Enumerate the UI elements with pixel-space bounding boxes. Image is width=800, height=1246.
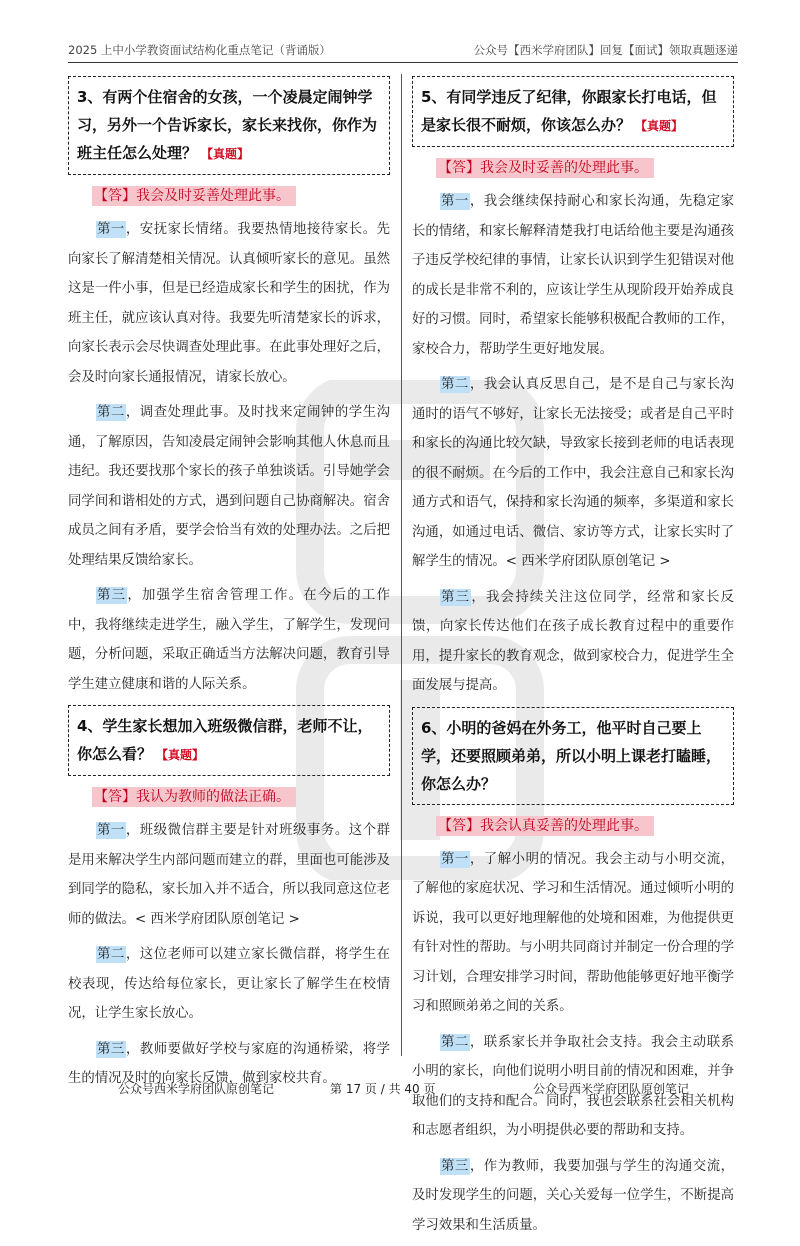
answer-6-line [436,815,734,837]
answer-3-line [92,185,390,207]
q5-p1-lead: 第一 [441,194,469,209]
question-4-box [68,705,390,776]
q5-paragraph-3 [412,583,734,701]
q4-p2-text: ，这位老师可以建立家长微信群，将学生在校表现，传达给每位家长，更让家长了解学生在校情况，让学生家长放心。 [68,947,391,1021]
q6-paragraph-3 [412,1152,734,1241]
q5-p3-lead: 第三 [441,589,471,605]
q3-paragraph-2 [68,398,390,575]
q5-p2-text: ，我会认真反思自己，是不是自己与家长沟通时的语气不够好，让家长无法接受；或者是自己平时和家长的沟通比较欠缺，导致家长接到老师的电话表现的很不耐烦。在今后的工作中，我会注意自己和家长沟通方式和语气，保持和家长沟通的频率，多渠道和家长沟通，如通过电话、微信、家访等方式，让家长实时了解学生的情况。< 西米学府团队原创笔记 > [412,377,735,569]
q4-p2-lead: 第二 [97,947,125,962]
page-footer [0,1080,800,1100]
q4-paragraph-1 [68,816,390,934]
q4-p1-text: ，班级微信群主要是针对班级事务。这个群是用来解决学生内部问题而建立的群，里面也可能涉及到同学的隐私，家长加入并不适合，所以我同意这位老师的做法。< 西米学府团队原创笔记 > [68,823,391,927]
answer-3-text: 【答】我会及时妥善处理此事。 [92,186,296,206]
q3-p1-lead: 第一 [97,222,125,237]
header-promo: 公众号【西米学府团队】回复【面试】领取真题逐递 [473,43,738,57]
q3-paragraph-3 [68,581,390,699]
q3-p3-lead: 第三 [97,588,127,603]
answer-6-text: 【答】我会认真妥善的处理此事。 [436,816,654,836]
q6-paragraph-1 [412,845,734,1022]
page-number: 第 17 页 / 共 40 页 [330,1082,436,1096]
q5-paragraph-2 [412,370,734,577]
q5-p1-text: ，我会继续保持耐心和家长沟通，先稳定家长的情绪，和家长解释清楚我打电话给他主要是沟通孩子违反学校纪律的事情，让家长认识到学生犯错误对他的成长是非常不利的，应该让学生从现阶段开始养成良好的习惯。同时，希望家长能够积极配合教师的工作，家校合力，帮助学生更好地发展。 [412,194,735,357]
q6-p2-lead: 第二 [441,1034,469,1050]
right-column [412,76,734,1246]
q4-paragraph-2 [68,940,390,1029]
q6-p3-text: ，作为教师，我要加强与学生的沟通交流，及时发现学生的问题，关心关爱每一位学生，不断提高学习效果和生活质量。 [412,1158,735,1233]
question-5-box [412,76,734,147]
question-4-tag: 【真题】 [156,748,205,762]
q6-p2-text: ，联系家长并争取社会支持。我会主动联系小明的家长，向他们说明小明目前的情况和困难，并争取他们的支持和配合。同时，我也会联系社会相关机构和志愿者组织，为小明提供必要的帮助和支持。 [412,1034,735,1138]
q3-p3-text: ，加强学生宿舍管理工作。在今后的工作中，我将继续走进学生，融入学生，了解学生，发现问题，分析问题，采取正确适当方法解决问题，教育引导学生建立健康和谐的人际关系。 [68,588,390,692]
question-3-box [68,76,390,175]
page-header [68,36,738,63]
footer-left: 公众号西米学府团队原创笔记 [118,1082,275,1096]
q6-p1-lead: 第一 [441,851,469,867]
column-divider [401,74,402,1056]
q5-paragraph-1 [412,187,734,364]
q6-p3-lead: 第三 [441,1158,469,1174]
answer-5-line [436,157,734,179]
q4-p3-text: ，教师要做好学校与家庭的沟通桥梁，将学生的情况及时的向家长反馈，做到家校共育。 [68,1041,391,1086]
answer-5-text: 【答】我会及时妥善的处理此事。 [436,158,654,178]
q5-p2-lead: 第二 [441,377,469,392]
answer-4-line [92,786,390,808]
left-column [68,76,390,1100]
question-4-title: 4、学生家长想加入班级微信群，老师不让，你怎么看？ [77,717,373,763]
q4-p3-lead: 第三 [97,1041,125,1057]
question-3-tag: 【真题】 [201,147,250,161]
question-5-title: 5、有同学违反了纪律，你跟家长打电话，但是家长很不耐烦，你该怎么办？ [421,88,717,134]
question-5-tag: 【真题】 [635,119,684,133]
header-title: 2025 上中小学教资面试结构化重点笔记（背诵版） [68,43,331,57]
footer-right: 公众号西米学府团队原创笔记 [533,1082,690,1096]
answer-4-text: 【答】我认为教师的做法正确。 [92,787,296,807]
q3-p2-lead: 第二 [97,405,125,420]
question-6-box [412,707,734,805]
q3-p1-text: ，安抚家长情绪。我要热情地接待家长。先向家长了解清楚相关情况。认真倾听家长的意见。虽然这是一件小事，但是已经造成家长和学生的困扰，作为班主任，就应该认真对待。我要先听清楚家长的诉求，向家长表示会尽快调查处理此事。在此事处理好之后，会及时向家长通报情况，请家长放心。 [68,222,391,385]
q3-paragraph-1 [68,215,390,392]
q6-p1-text: ，了解小明的情况。我会主动与小明交流，了解他的家庭状况、学习和生活情况。通过倾听小明的诉说，我可以更好地理解他的处境和困难，为他提供更有针对性的帮助。与小明共同商讨并制定一份合理的学习计划，合理安排学习时间，帮助他能够更好地平衡学习和照顾弟弟之间的关系。 [412,851,735,1014]
q5-p3-text: ，我会持续关注这位同学，经常和家长反馈，向家长传达他们在孩子成长教育过程中的重要作用，提升家长的教育观念，做到家校合力，促进学生全面发展与提高。 [412,589,734,693]
q4-p1-lead: 第一 [97,823,125,838]
question-6-title: 6、小明的爸妈在外务工，他平时自己要上学，还要照顾弟弟，所以小明上课老打瞌睡，你怎么办？ [421,718,722,793]
q3-p2-text: ，调查处理此事。及时找来定闹钟的学生沟通，了解原因，告知凌晨定闹钟会影响其他人休息而且违纪。我还要找那个家长的孩子单独谈话。引导她学会同学间和谐相处的方式，遇到问题自己协商解决。宿舍成员之间有矛盾，要学会恰当有效的处理办法。之后把处理结果反馈给家长。 [68,405,391,568]
question-3-title: 3、有两个住宿舍的女孩，一个凌晨定闹钟学习，另外一个告诉家长，家长来找你，你作为班主任怎么处理？ [77,88,378,162]
